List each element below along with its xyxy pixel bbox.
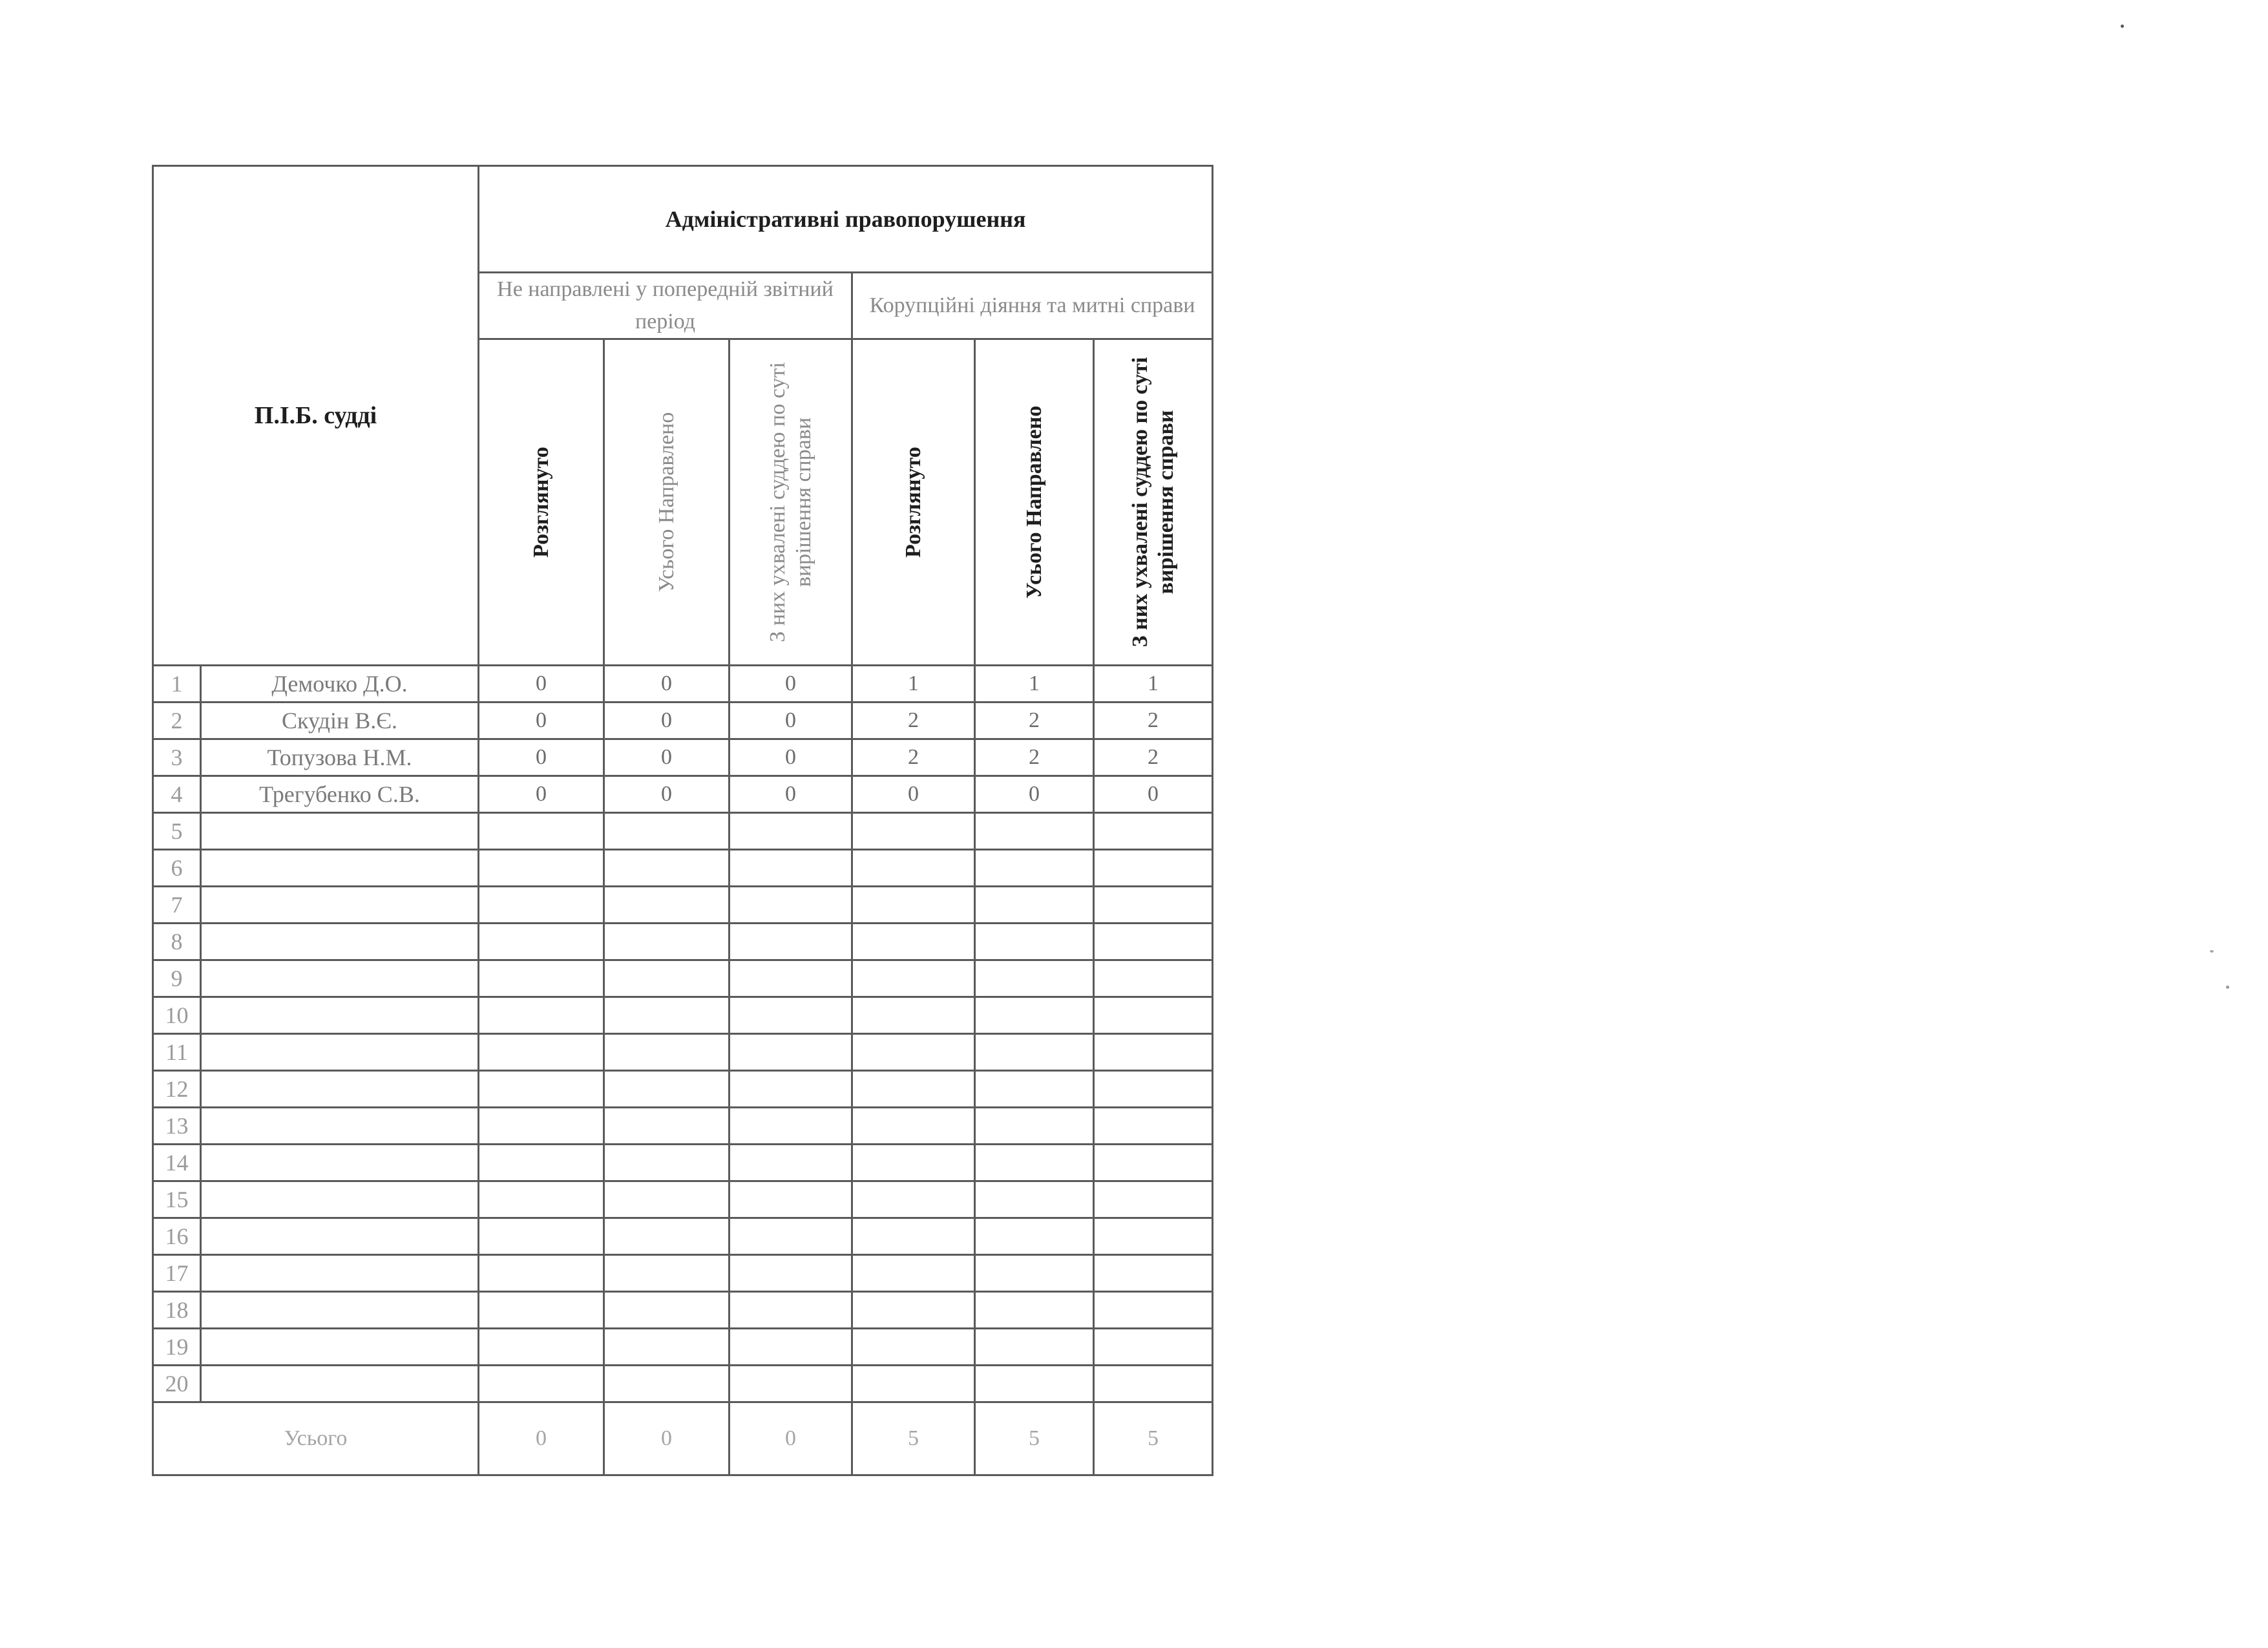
- value-cell: [730, 960, 852, 997]
- value-cell: [1094, 1034, 1213, 1071]
- value-cell: [1094, 924, 1213, 960]
- value-cell: [852, 1034, 975, 1071]
- value-cell: [730, 1181, 852, 1218]
- total-cell: 0: [730, 1402, 852, 1475]
- value-cell: [852, 960, 975, 997]
- scan-speck: [2226, 986, 2229, 989]
- table-row: [153, 813, 1213, 850]
- value-cell: [479, 887, 604, 924]
- value-cell: 0: [479, 776, 604, 813]
- table-row: [153, 1034, 1213, 1071]
- row-number: 16: [153, 1218, 201, 1255]
- judge-name: [201, 850, 479, 887]
- column-header-label: Усього Направлено: [1022, 405, 1046, 599]
- value-cell: 0: [479, 703, 604, 739]
- column-header-label: Усього Направлено: [654, 412, 678, 593]
- value-cell: [604, 1218, 730, 1255]
- value-cell: [975, 850, 1094, 887]
- value-cell: 0: [479, 666, 604, 703]
- row-number: 8: [153, 924, 201, 960]
- value-cell: 1: [975, 666, 1094, 703]
- table-row: [153, 924, 1213, 960]
- table-row: [153, 739, 1213, 776]
- value-cell: 0: [479, 739, 604, 776]
- total-label: Усього: [153, 1402, 479, 1475]
- value-cell: [730, 1034, 852, 1071]
- value-cell: [852, 813, 975, 850]
- row-number: 11: [153, 1034, 201, 1071]
- scan-speck: [2210, 950, 2214, 953]
- value-cell: [604, 850, 730, 887]
- value-cell: [479, 1108, 604, 1145]
- table-row: [153, 776, 1213, 813]
- value-cell: [479, 924, 604, 960]
- table-row: [153, 1366, 1213, 1402]
- value-cell: [479, 850, 604, 887]
- value-cell: [604, 813, 730, 850]
- value-cell: [479, 1034, 604, 1071]
- row-number: 12: [153, 1071, 201, 1108]
- column-header: [1094, 339, 1213, 666]
- value-cell: [730, 1145, 852, 1181]
- value-cell: [852, 1329, 975, 1366]
- judge-name-header: П.І.Б. судді: [153, 166, 479, 666]
- value-cell: [479, 1329, 604, 1366]
- column-header-label: Розглянуто: [529, 447, 553, 558]
- row-number: 2: [153, 703, 201, 739]
- value-cell: [604, 960, 730, 997]
- value-cell: [975, 887, 1094, 924]
- value-cell: [604, 1366, 730, 1402]
- value-cell: [604, 997, 730, 1034]
- value-cell: [852, 997, 975, 1034]
- judge-name: [201, 1034, 479, 1071]
- table-row: [153, 1071, 1213, 1108]
- value-cell: [479, 1218, 604, 1255]
- total-cell: 0: [604, 1402, 730, 1475]
- value-cell: [1094, 1181, 1213, 1218]
- value-cell: 0: [975, 776, 1094, 813]
- value-cell: [604, 1292, 730, 1329]
- row-number: 7: [153, 887, 201, 924]
- value-cell: [1094, 1292, 1213, 1329]
- value-cell: [604, 1145, 730, 1181]
- value-cell: [730, 887, 852, 924]
- value-cell: [852, 1218, 975, 1255]
- row-number: 4: [153, 776, 201, 813]
- value-cell: [1094, 1218, 1213, 1255]
- value-cell: [604, 1181, 730, 1218]
- column-header: [730, 339, 852, 666]
- value-cell: [975, 924, 1094, 960]
- value-cell: [730, 924, 852, 960]
- value-cell: [730, 1366, 852, 1402]
- value-cell: 1: [1094, 666, 1213, 703]
- table-row: [153, 887, 1213, 924]
- value-cell: [975, 960, 1094, 997]
- value-cell: 2: [1094, 703, 1213, 739]
- value-cell: [604, 924, 730, 960]
- value-cell: [1094, 1255, 1213, 1292]
- value-cell: [479, 1145, 604, 1181]
- judge-name: Демочко Д.О.: [201, 666, 479, 703]
- judge-name: [201, 1108, 479, 1145]
- value-cell: [975, 1329, 1094, 1366]
- value-cell: [852, 1108, 975, 1145]
- value-cell: 0: [852, 776, 975, 813]
- judge-name: [201, 1218, 479, 1255]
- value-cell: [852, 1181, 975, 1218]
- value-cell: [479, 1181, 604, 1218]
- row-number: 19: [153, 1329, 201, 1366]
- row-number: 14: [153, 1145, 201, 1181]
- value-cell: [852, 887, 975, 924]
- row-number: 18: [153, 1292, 201, 1329]
- value-cell: [975, 1292, 1094, 1329]
- value-cell: [730, 1218, 852, 1255]
- value-cell: [975, 1034, 1094, 1071]
- value-cell: [604, 1329, 730, 1366]
- value-cell: [604, 1034, 730, 1071]
- value-cell: 0: [730, 703, 852, 739]
- column-header-label: З них ухвалені суддею по суті вирішення справи: [765, 362, 815, 642]
- value-cell: [1094, 850, 1213, 887]
- value-cell: [975, 997, 1094, 1034]
- value-cell: [604, 887, 730, 924]
- judge-name: [201, 1292, 479, 1329]
- column-header: [852, 339, 975, 666]
- value-cell: [730, 997, 852, 1034]
- value-cell: [1094, 1108, 1213, 1145]
- value-cell: [852, 1255, 975, 1292]
- row-number: 6: [153, 850, 201, 887]
- total-cell: 5: [852, 1402, 975, 1475]
- total-cell: 5: [975, 1402, 1094, 1475]
- total-cell: 0: [479, 1402, 604, 1475]
- value-cell: 0: [604, 776, 730, 813]
- table-row: [153, 1145, 1213, 1181]
- judge-name: [201, 997, 479, 1034]
- value-cell: [479, 1071, 604, 1108]
- value-cell: [852, 924, 975, 960]
- column-header-label: Розглянуто: [901, 447, 925, 558]
- value-cell: [975, 1108, 1094, 1145]
- column-header: [604, 339, 730, 666]
- value-cell: [1094, 1329, 1213, 1366]
- row-number: 3: [153, 739, 201, 776]
- value-cell: [975, 1145, 1094, 1181]
- judge-name: Скудін В.Є.: [201, 703, 479, 739]
- header-row-title: [153, 166, 1213, 273]
- value-cell: 2: [975, 703, 1094, 739]
- group-header: Корупційні діяння та митні справи: [852, 273, 1213, 339]
- value-cell: [730, 1071, 852, 1108]
- judge-name: [201, 1145, 479, 1181]
- value-cell: 2: [852, 739, 975, 776]
- value-cell: [1094, 1366, 1213, 1402]
- value-cell: [730, 1108, 852, 1145]
- value-cell: 2: [852, 703, 975, 739]
- judge-name: [201, 1255, 479, 1292]
- report-table: [152, 165, 1213, 1476]
- value-cell: 0: [604, 703, 730, 739]
- value-cell: [730, 850, 852, 887]
- row-number: 5: [153, 813, 201, 850]
- judge-name: [201, 1181, 479, 1218]
- value-cell: [975, 1071, 1094, 1108]
- scan-speck: [2121, 25, 2124, 28]
- value-cell: [1094, 887, 1213, 924]
- row-number: 13: [153, 1108, 201, 1145]
- value-cell: 0: [604, 666, 730, 703]
- value-cell: [852, 1292, 975, 1329]
- value-cell: [975, 1218, 1094, 1255]
- table-row: [153, 1292, 1213, 1329]
- column-header-label: З них ухвалені суддею по суті вирішення справи: [1128, 357, 1178, 648]
- value-cell: [730, 1255, 852, 1292]
- value-cell: [479, 813, 604, 850]
- value-cell: [975, 1181, 1094, 1218]
- value-cell: [852, 1145, 975, 1181]
- value-cell: [1094, 813, 1213, 850]
- value-cell: [852, 1071, 975, 1108]
- value-cell: 0: [604, 739, 730, 776]
- judge-name: [201, 813, 479, 850]
- value-cell: [730, 1292, 852, 1329]
- judge-name: [201, 1071, 479, 1108]
- table-row: [153, 850, 1213, 887]
- value-cell: 0: [730, 776, 852, 813]
- judge-name: Трегубенко С.В.: [201, 776, 479, 813]
- value-cell: [479, 960, 604, 997]
- value-cell: [975, 1366, 1094, 1402]
- table-row: [153, 703, 1213, 739]
- judge-name: [201, 887, 479, 924]
- row-number: 1: [153, 666, 201, 703]
- value-cell: 0: [1094, 776, 1213, 813]
- table-row: [153, 1255, 1213, 1292]
- total-cell: 5: [1094, 1402, 1213, 1475]
- value-cell: 2: [1094, 739, 1213, 776]
- table-row: [153, 997, 1213, 1034]
- table-row: [153, 960, 1213, 997]
- value-cell: [1094, 997, 1213, 1034]
- value-cell: [852, 850, 975, 887]
- value-cell: [604, 1071, 730, 1108]
- value-cell: [852, 1366, 975, 1402]
- value-cell: [479, 1255, 604, 1292]
- value-cell: 0: [730, 666, 852, 703]
- value-cell: [604, 1108, 730, 1145]
- value-cell: [975, 813, 1094, 850]
- row-number: 17: [153, 1255, 201, 1292]
- table-row: [153, 666, 1213, 703]
- value-cell: [479, 1366, 604, 1402]
- value-cell: [479, 997, 604, 1034]
- column-header: [975, 339, 1094, 666]
- row-number: 10: [153, 997, 201, 1034]
- table-body: [153, 666, 1213, 1402]
- value-cell: [479, 1292, 604, 1329]
- value-cell: [1094, 1145, 1213, 1181]
- row-number: 15: [153, 1181, 201, 1218]
- judge-name: [201, 1329, 479, 1366]
- judge-name: [201, 924, 479, 960]
- value-cell: 0: [730, 739, 852, 776]
- value-cell: 2: [975, 739, 1094, 776]
- judge-name: [201, 960, 479, 997]
- row-number: 20: [153, 1366, 201, 1402]
- judge-name: [201, 1366, 479, 1402]
- value-cell: [604, 1255, 730, 1292]
- column-header: [479, 339, 604, 666]
- row-number: 9: [153, 960, 201, 997]
- table-row: [153, 1329, 1213, 1366]
- value-cell: [975, 1255, 1094, 1292]
- value-cell: 1: [852, 666, 975, 703]
- value-cell: [730, 1329, 852, 1366]
- judge-name: Топузова Н.М.: [201, 739, 479, 776]
- table-row: [153, 1108, 1213, 1145]
- total-row: [153, 1402, 1213, 1475]
- value-cell: [1094, 1071, 1213, 1108]
- table-row: [153, 1181, 1213, 1218]
- table-row: [153, 1218, 1213, 1255]
- value-cell: [730, 813, 852, 850]
- group-header: Не направлені у попередній звітний період: [479, 273, 852, 339]
- table-title: Адміністративні правопорушення: [479, 166, 1213, 273]
- value-cell: [1094, 960, 1213, 997]
